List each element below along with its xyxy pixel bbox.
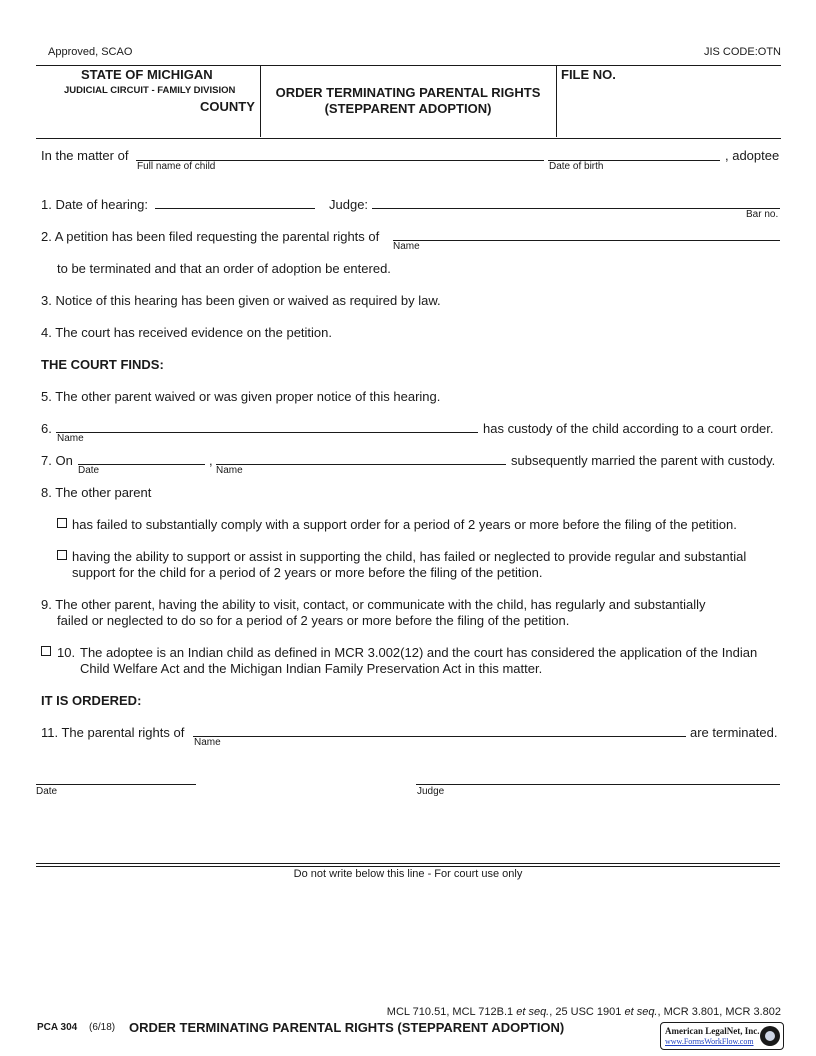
file-no-label: FILE NO. xyxy=(561,67,616,82)
statutes-citation: MCL 710.51, MCL 712B.1 et seq., 25 USC 1901 et seq., MCR 3.801, MCR 3.802 xyxy=(386,1006,781,1018)
support-order-checkbox[interactable] xyxy=(57,518,67,528)
form-title-line2: (STEPPARENT ADOPTION) xyxy=(324,101,492,116)
dob-caption: Date of birth xyxy=(549,161,604,172)
child-name-caption: Full name of child xyxy=(137,161,216,172)
judge-label: Judge: xyxy=(329,197,369,212)
item-9-line1: 9. The other parent, having the ability to visit, contact, or communicate with the child, has regularly and substantially xyxy=(41,597,706,612)
judge-signature-caption: Judge xyxy=(417,786,445,797)
caption-divider-2 xyxy=(556,65,557,137)
item-4-text: 4. The court has received evidence on the petition. xyxy=(41,325,333,340)
judge-signature-field[interactable] xyxy=(416,784,780,785)
stepparent-name-caption: Name xyxy=(216,465,243,476)
american-legalnet-logo[interactable] xyxy=(660,1022,784,1050)
judge-field[interactable] xyxy=(372,208,780,209)
item-10-line1: The adoptee is an Indian child as defined in MCR 3.002(12) and the court has considered the application of the Indian xyxy=(80,645,758,660)
item-6-number: 6. xyxy=(41,421,52,436)
support-neglect-checkbox[interactable] xyxy=(57,550,67,560)
item-2-text: 2. A petition has been filed requesting the parental rights of xyxy=(41,229,380,244)
terminated-parent-name-caption: Name xyxy=(194,737,221,748)
item-10-line2: Child Welfare Act and the Michigan Indian Family Preservation Act in this matter. xyxy=(80,661,543,676)
item-3-text: 3. Notice of this hearing has been given or waived as required by law. xyxy=(41,293,441,308)
marriage-date-caption: Date xyxy=(78,465,100,476)
hearing-date-label: 1. Date of hearing: xyxy=(41,197,148,212)
caption-divider-1 xyxy=(260,65,261,137)
item-6-text: has custody of the child according to a court order. xyxy=(483,421,774,436)
item-9-line2: failed or neglected to do so for a period of 2 years or more before the filing of the petition. xyxy=(57,613,570,628)
item-7-on: 7. On xyxy=(41,453,73,468)
item-8b-line2: support for the child for a period of 2 years or more before the filing of the petition. xyxy=(72,565,543,580)
court-use-rule-top xyxy=(36,863,780,864)
county-label: COUNTY xyxy=(200,99,255,114)
signature-date-caption: Date xyxy=(36,786,58,797)
item-5-text: 5. The other parent waived or was given proper notice of this hearing. xyxy=(41,389,441,404)
state-label: STATE OF MICHIGAN xyxy=(81,67,213,82)
custody-name-field[interactable] xyxy=(56,432,478,433)
globe-icon xyxy=(760,1026,780,1046)
court-use-label: Do not write below this line - For court use only xyxy=(293,868,523,880)
form-code: PCA 304 xyxy=(37,1022,78,1033)
indian-child-checkbox[interactable] xyxy=(41,646,51,656)
parent-name-caption: Name xyxy=(393,241,420,252)
item-8-text: 8. The other parent xyxy=(41,485,152,500)
footer-form-title: ORDER TERMINATING PARENTAL RIGHTS (STEPPARENT ADOPTION) xyxy=(129,1020,565,1035)
ordered-heading: IT IS ORDERED: xyxy=(41,693,142,708)
bar-no-caption: Bar no. xyxy=(746,209,779,220)
item-7-text: subsequently married the parent with custody. xyxy=(511,453,776,468)
file-no-input[interactable] xyxy=(560,84,782,136)
item-7-comma: , xyxy=(209,453,213,468)
item-2-continued: to be terminated and that an order of adoption be entered. xyxy=(57,261,391,276)
item-10-number: 10. xyxy=(57,645,76,660)
jis-code-label: JIS CODE:OTN xyxy=(703,46,781,58)
item-11-text: 11. The parental rights of xyxy=(41,725,185,740)
stepparent-name-field[interactable] xyxy=(216,464,506,465)
item-8a-text: has failed to substantially comply with a support order for a period of 2 years or more before the filing of the petition. xyxy=(72,517,737,532)
form-date: (6/18) xyxy=(89,1022,116,1033)
hearing-date-field[interactable] xyxy=(155,208,315,209)
approved-label: Approved, SCAO xyxy=(48,46,133,58)
logo-url[interactable]: www.FormsWorkFlow.com xyxy=(665,1037,754,1046)
parent-name-field[interactable] xyxy=(393,240,780,241)
court-use-rule-bottom xyxy=(36,866,780,867)
court-label: JUDICIAL CIRCUIT - FAMILY DIVISION xyxy=(64,85,236,96)
form-title-line1: ORDER TERMINATING PARENTAL RIGHTS xyxy=(275,85,541,100)
court-finds-heading: THE COURT FINDS: xyxy=(41,357,164,372)
item-8b-line1: having the ability to support or assist in supporting the child, has failed or neglected to provide regular and substantial xyxy=(72,549,747,564)
item-11-suffix: are terminated. xyxy=(690,725,778,740)
matter-prefix: In the matter of xyxy=(41,148,129,163)
signature-date-field[interactable] xyxy=(36,784,196,785)
custody-name-caption: Name xyxy=(57,433,84,444)
logo-company-name: American LegalNet, Inc. xyxy=(665,1026,760,1036)
terminated-parent-name-field[interactable] xyxy=(193,736,686,737)
adoptee-suffix: , adoptee xyxy=(725,148,780,163)
